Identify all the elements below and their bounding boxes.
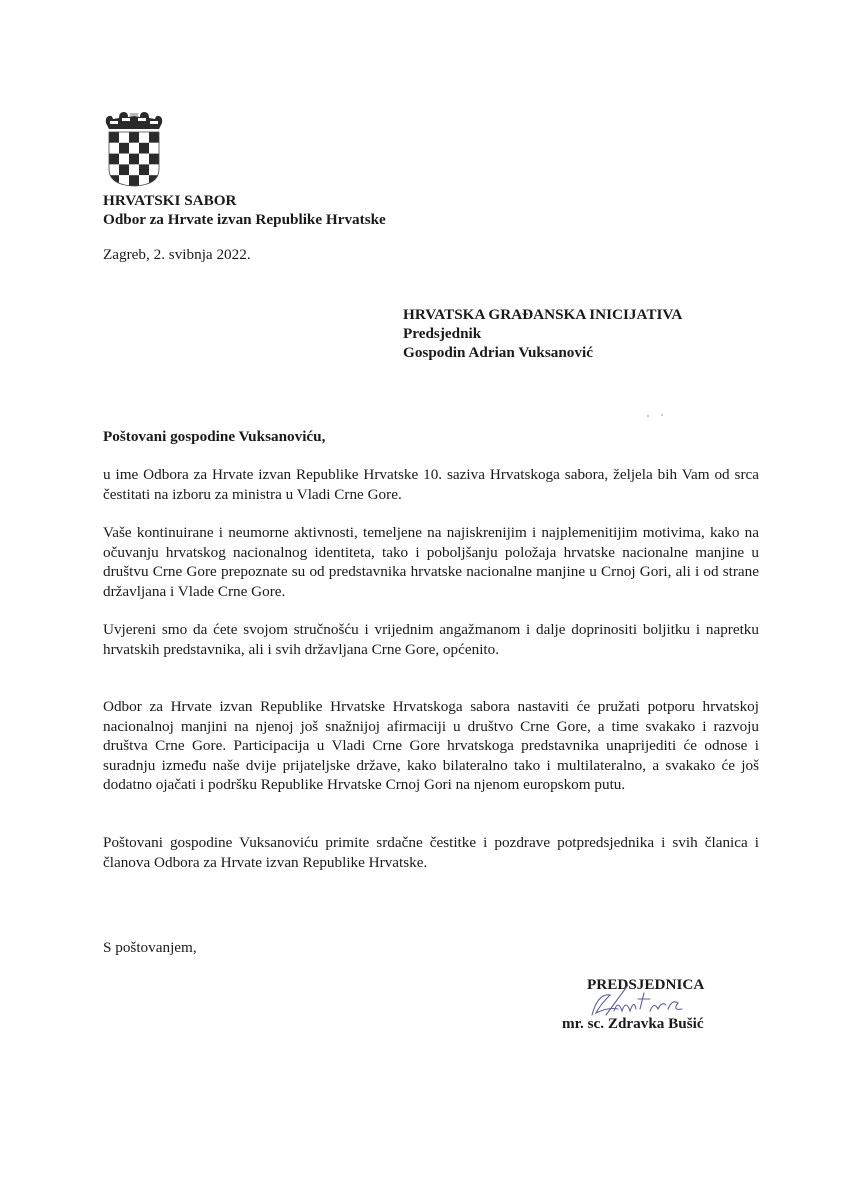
recipient-block bbox=[403, 305, 682, 362]
shield-square bbox=[129, 154, 139, 165]
shield-square bbox=[119, 132, 129, 143]
shield-square bbox=[139, 143, 149, 154]
shield-square bbox=[129, 164, 139, 175]
shield-square bbox=[149, 164, 159, 175]
closing: S poštovanjem, bbox=[103, 939, 197, 956]
crown-icon bbox=[106, 112, 162, 129]
shield-square bbox=[129, 175, 139, 186]
shield-square bbox=[129, 132, 139, 143]
shield-square bbox=[139, 164, 149, 175]
date-line: Zagreb, 2. svibnja 2022. bbox=[103, 246, 251, 263]
body-paragraph: u ime Odbora za Hrvate izvan Republike Hrvatske 10. saziva Hrvatskoga sabora, željela bih Vam od srca čestitati na izboru za ministra u Vladi Crne Gore. bbox=[103, 466, 759, 503]
shield-square bbox=[139, 154, 149, 165]
institution-name: HRVATSKI SABOR bbox=[103, 192, 237, 209]
shield-square bbox=[149, 143, 159, 154]
recipient-organization: HRVATSKA GRAĐANSKA INICIJATIVA bbox=[403, 306, 683, 323]
recipient-name: Gospodin Adrian Vuksanović bbox=[403, 344, 593, 361]
body-paragraph: Vaše kontinuirane i neumorne aktivnosti, temeljene na najiskrenijim i najplemenitijim motivima, kako na očuvanju hrvatskog nacionalnog identiteta, tako i poboljšanju položaja hrvatske nacionalne manjine u društvu Crne Gore prepoznate su od predstavnika hrvatske nacionalne manjine u Crnoj Gori, ali i od strane državljana i Vlade Crne Gore. bbox=[103, 524, 759, 600]
shield-square bbox=[109, 132, 119, 143]
shield-square bbox=[129, 143, 139, 154]
salutation: Poštovani gospodine Vuksanoviću, bbox=[103, 428, 326, 445]
shield-square bbox=[119, 154, 129, 165]
scan-specks bbox=[640, 408, 680, 426]
shield-square bbox=[109, 143, 119, 154]
body-paragraph: Poštovani gospodine Vuksanoviću primite srdačne čestitke i pozdrave potpredsjednika i svih članica i članova Odbora za Hrvate izvan Republike Hrvatske. bbox=[103, 834, 759, 871]
shield-square bbox=[109, 154, 119, 165]
shield-square bbox=[119, 143, 129, 154]
body-paragraph: Odbor za Hrvate izvan Republike Hrvatske Hrvatskoga sabora nastaviti će pružati potporu hrvatskoj nacionalnoj manjini na njenoj još snažnijoj afirmaciji u društvo Crne Gore, a time svakako i razvoju društva Crne Gore. Participacija u Vladi Crne Gore hrvatskoga predstavnika unaprijediti će odnose i suradnju između naše dvije prijateljske države, kako bilateralno tako i multilateralno, a svakako će još dodatno ojačati i podršku Republike Hrvatske Crnoj Gori na njenom europskom putu. bbox=[103, 698, 759, 794]
shield-square bbox=[119, 164, 129, 175]
shield-square bbox=[139, 132, 149, 143]
checkered-shield-icon bbox=[109, 132, 159, 186]
signatory-name: mr. sc. Zdravka Bušić bbox=[562, 1015, 704, 1032]
shield-square bbox=[149, 154, 159, 165]
committee-name: Odbor za Hrvate izvan Republike Hrvatske bbox=[103, 211, 386, 228]
shield-square bbox=[109, 164, 119, 175]
recipient-role: Predsjednik bbox=[403, 325, 482, 342]
body-paragraph: Uvjereni smo da ćete svojom stručnošću i vrijednim angažmanom i dalje doprinositi boljitku i napretku hrvatskih predstavnika, ali i svih državljana Crne Gore, općenito. bbox=[103, 621, 759, 658]
letterhead bbox=[103, 191, 386, 229]
shield-square bbox=[149, 132, 159, 143]
signatory-title: PREDSJEDNICA bbox=[587, 976, 705, 993]
croatian-coat-of-arms-icon bbox=[103, 109, 165, 187]
